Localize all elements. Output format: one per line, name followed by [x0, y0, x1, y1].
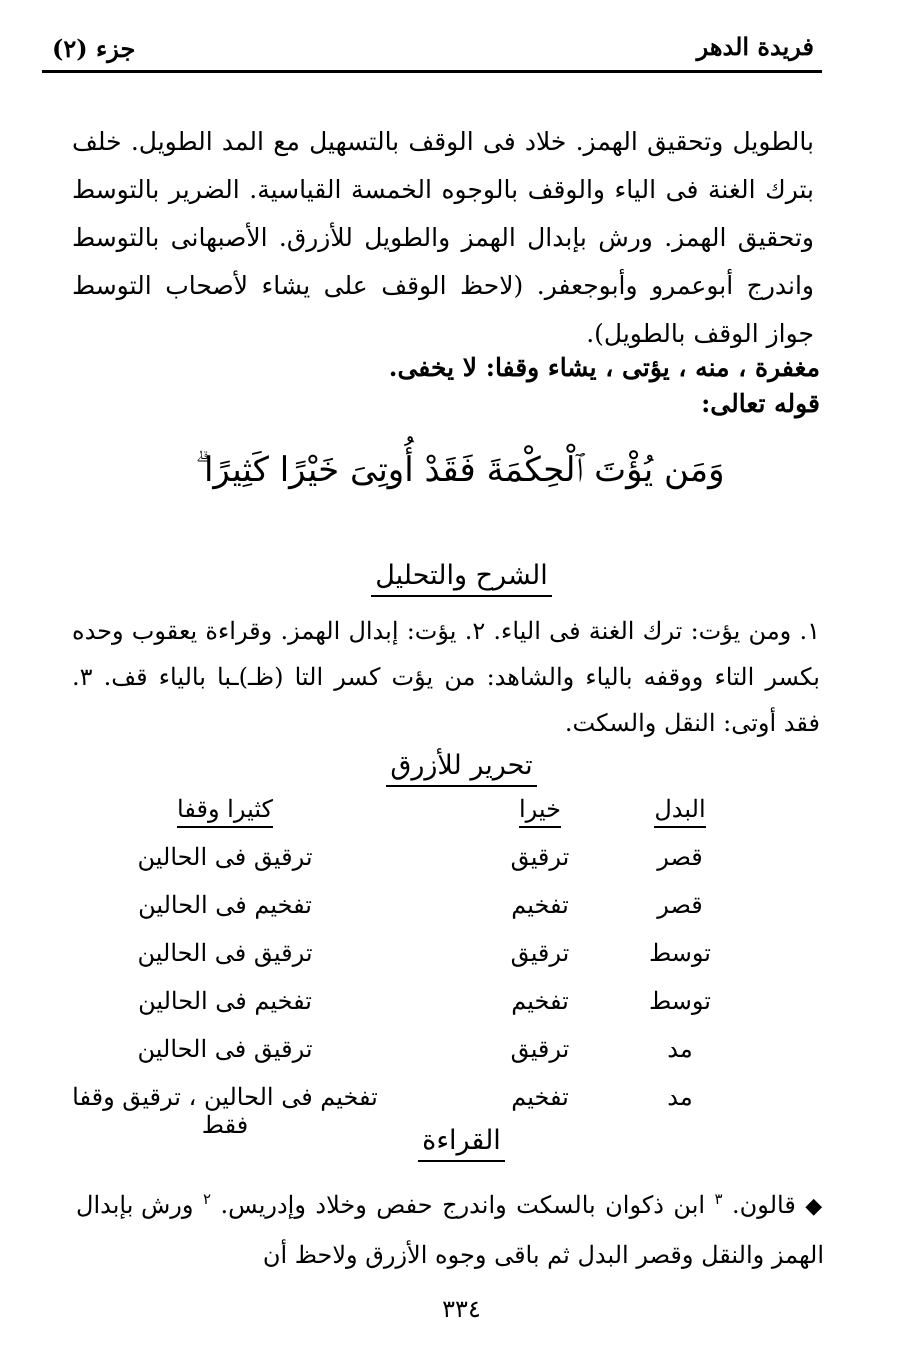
table-cell: ترقيق فى الحالين [137, 939, 313, 967]
table-cell: توسط [649, 987, 711, 1015]
note-block [72, 350, 820, 422]
paragraph-2: ١. ومن يؤت: ترك الغنة فى الياء. ٢. يؤت: إبدال الهمز. وقراءة يعقوب وحده بكسر التاء ووقفه بالياء والشاهد: من يؤت كسر التا (ظـ)ـبا بالياء قف. ٣. فقد أوتى: النقل والسكت. [72, 617, 820, 737]
table-cell: تفخيم فى الحالين ، ترقيق وقفا فقط [72, 1083, 378, 1139]
reading-text-part2: ابن ذكوان بالسكت واندرج حفص وخلاد وإدريس. [220, 1191, 706, 1219]
quran-verse: وَمَن يُؤْتَ ٱلْحِكْمَةَ فَقَدْ أُوتِىَ خَيْرًا كَثِيرًا ۗ [195, 450, 725, 490]
section-title-reading [0, 1125, 923, 1156]
section-title-azraq-text: تحرير للأزرق [386, 750, 536, 787]
book-title: فريدة الدهر [696, 32, 814, 61]
table-header: كثيرا وقفا [177, 795, 273, 828]
section-title-reading-text: القراءة [418, 1125, 505, 1162]
table-cell: قصر [657, 843, 703, 871]
page-number: ٣٣٤ [442, 1295, 481, 1323]
table-row [120, 843, 760, 891]
table-cell: مد [667, 1083, 693, 1111]
table-cell: قصر [657, 891, 703, 919]
table-cell: ترقيق [510, 1035, 570, 1063]
table-row [120, 891, 760, 939]
table-cell: تفخيم [511, 1083, 569, 1111]
table-cell: ترقيق فى الحالين [137, 843, 313, 871]
table-row [120, 987, 760, 1035]
reading-text-part1: قالون. [732, 1191, 796, 1219]
reading-text-part3: ورش بإبدال الهمز والنقل وقصر البدل ثم باقى وجوه الأزرق ولاحظ أن [76, 1191, 824, 1269]
diamond-bullet-icon: ◆ [805, 1194, 825, 1219]
section-title-explanation [0, 560, 923, 591]
table-cell: تفخيم فى الحالين [138, 987, 312, 1015]
table-header: البدل [654, 795, 705, 828]
table-header-row [120, 795, 760, 843]
table-cell: ترقيق [510, 843, 570, 871]
superscript-number: ٢ [202, 1190, 212, 1208]
table-cell: تفخيم فى الحالين [138, 891, 312, 919]
table-cell: مد [667, 1035, 693, 1063]
paragraph-3 [76, 1175, 824, 1279]
page-header [42, 28, 822, 73]
table-header: خيرا [519, 795, 561, 828]
table-cell: ترقيق [510, 939, 570, 967]
table-cell: تفخيم [511, 987, 569, 1015]
section-title-explanation-text: الشرح والتحليل [371, 560, 552, 597]
paragraph-1: بالطويل وتحقيق الهمز. خلاد فى الوقف بالتسهيل مع المد الطويل. خلف بترك الغنة فى الياء والوقف بالوجوه الخمسة القياسية. الضرير بالتوسط وتحقيق الهمز. ورش بإبدال الهمز والطويل للأزرق. الأصبهانى بالتوسط واندرج أبوعمرو وأبوجعفر. (لاحظ الوقف على يشاء لأصحاب التوسط جواز الوقف بالطويل). [72, 127, 814, 348]
table-row [72, 1083, 760, 1139]
table-cell: تفخيم [511, 891, 569, 919]
table-row [120, 1035, 760, 1083]
superscript-number: ٣ [714, 1190, 723, 1208]
note-line-1: مغفرة ، منه ، يؤتى ، يشاء وقفا: لا يخفى. [388, 353, 820, 382]
part-label: جزء (٢) [52, 34, 136, 63]
table-cell: توسط [649, 939, 711, 967]
section-title-azraq [0, 750, 923, 781]
table-row [120, 939, 760, 987]
note-line-2: قوله تعالى: [701, 389, 820, 418]
azraq-table [72, 795, 760, 1139]
table-cell: ترقيق فى الحالين [137, 1035, 313, 1063]
